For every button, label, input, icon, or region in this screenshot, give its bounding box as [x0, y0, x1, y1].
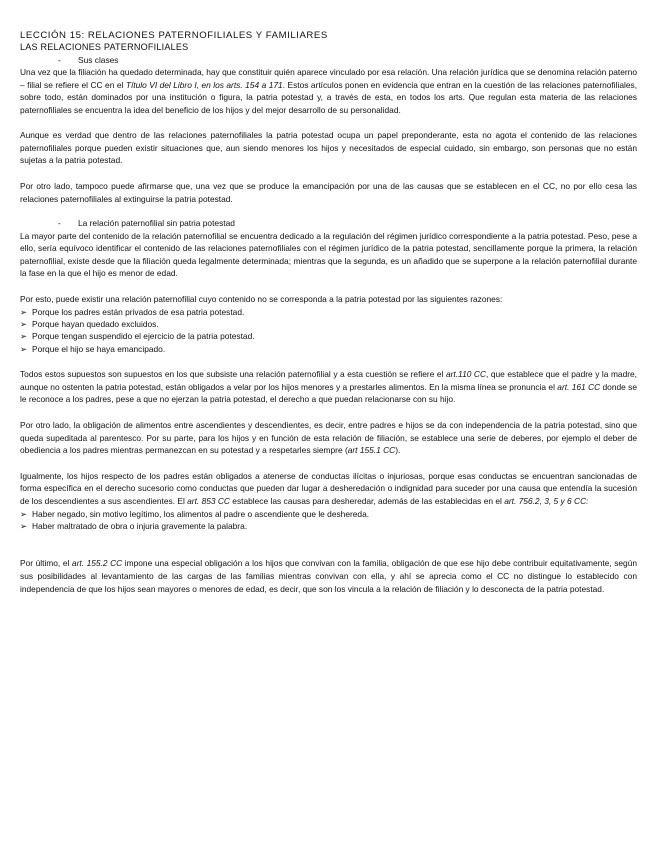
list-item — [20, 520, 637, 532]
text-run: Todos estos supuestos son supuestos en los que subsiste una relación paternofilial y a esta cuestión se refiere el — [20, 369, 446, 380]
paragraph-9 — [20, 557, 637, 595]
list-item — [20, 330, 637, 342]
arrow-bullet-icon: ➢ — [20, 319, 28, 330]
dash-marker: - — [58, 218, 61, 229]
text-run: Igualmente, los hijos respecto de los padres están obligados a atenerse de conductas ilícitas o injuriosas, porque esas conductas se encuentran sancionadas de forma específica en el derecho sucesorio como conductas que pueden dar lugar a desheredación o indignidad para suceder por una causa que entendía la sucesión de los descendientes a sus ascendientes. El — [20, 470, 637, 506]
arrow-bullet-icon: ➢ — [20, 331, 28, 342]
list-item — [20, 318, 637, 330]
list-item — [20, 343, 637, 355]
italic-reference: art 155.1 CC — [347, 445, 396, 456]
text-run: establece las causas para desheredar, además de las establecidas en el — [229, 496, 505, 506]
list-item-text: Porque el hijo se haya emancipado. — [32, 343, 166, 354]
list-item-text: Porque hayan quedado excluidos. — [32, 319, 159, 330]
text-run: . Estos artículos ponen en evidencia que entran en la cuestión de las relaciones paternofiliales, sobre todo, están dominados por una institución o figura, la patria potestad y, a través de esta, en todos los arts. Que regulan esta materia de las relaciones paternofiliales se encuentra la idea del beneficio de los hijos y del mejor desarrollo de su personalidad. — [20, 79, 638, 115]
italic-reference: art. 161 CC — [557, 381, 601, 392]
list-item-text: Haber maltratado de obra o injuria gravemente la palabra. — [32, 521, 248, 531]
list-item — [20, 508, 637, 520]
reasons-list — [20, 306, 637, 356]
subheading-label: Sus clases — [78, 54, 119, 65]
italic-reference: Título VI del Libro I, en los arts. 154 a 171 — [125, 79, 283, 90]
arrow-bullet-icon: ➢ — [20, 343, 28, 354]
text-run: donde se le reconoce a los padres, pese a que no ejerzan la patria potestad, el derecho a que puedan relacionarse con su hijo. — [20, 381, 638, 405]
arrow-bullet-icon: ➢ — [20, 306, 28, 317]
italic-reference: art. 155.2 CC — [71, 558, 123, 569]
italic-reference: art. 756.2, 3, 5 y 6 CC: — [504, 496, 589, 506]
arrow-bullet-icon: ➢ — [20, 508, 28, 519]
arrow-bullet-icon: ➢ — [20, 521, 28, 531]
italic-reference: art. 853 CC — [187, 496, 230, 506]
text-run: Por otro lado, la obligación de alimentos entre ascendientes y descendientes, es decir, entre padres e hijos se da con independencia de la patria potestad, sino que queda supeditada al parentesco. Por su parte, para los hijos y en función de esta relación de filiación, se establece una serie de deberes, por ejemplo el deber de obediencia a los padres mientras permanezcan en su potestad y a respetarles siempre ( — [20, 420, 637, 456]
lesson-title: LECCIÓN 15: RELACIONES PATERNOFILIALES Y FAMILIARES — [20, 30, 328, 41]
italic-reference: art.110 CC — [445, 369, 487, 380]
subheading-sus-clases — [20, 54, 637, 66]
section-heading: LAS RELACIONES PATERNOFILIALES — [20, 42, 189, 52]
list-item — [20, 306, 637, 318]
text-run: Una vez que la filiación ha quedado determinada, hay que constituir quién aparece vinculado por esa relación. Una relación jurídica que se denomina relación paterno – filial se refiere el CC en el — [20, 66, 637, 90]
paragraph-2: Aunque es verdad que dentro de las relaciones paternofiliales la patria potestad ocupa un papel preponderante, esta no agota el contenido de las relaciones paternofiliales porque pueden existir situaciones que, aun siendo menores los hijos y necesitados de especial cuidado, sin embargo, son personas que no están sujetas a la patria potestad. — [20, 130, 637, 166]
list-item-text: Porque tengan suspendido el ejercicio de la patria potestad. — [32, 331, 255, 342]
text-run: impone una especial obligación a los hijos que convivan con la familia, obligación de que ese hijo debe contribuir equitativamente, según sus posibilidades al levantamiento de las cargas de las familias mientras convivan con ella, y ahí se aprecia como el CC no distingue lo establecido con independencia de que los hijos sean mayores o menores de edad, es decir, que son los vincula a la relación de filiación y lo desconecta de la patria potestad. — [20, 558, 638, 594]
paragraph-8 — [20, 470, 637, 508]
causes-list — [20, 508, 637, 533]
paragraph-7 — [20, 419, 637, 457]
paragraph-3: Por otro lado, tampoco puede afirmarse que, una vez que se produce la emancipación por una de las causas que se establecen en el CC, no por ello cesa las relaciones paternofiliales al extinguirse la patria potestad. — [20, 181, 637, 204]
subheading-label: La relación paternofilial sin patria potestad — [78, 218, 235, 229]
list-item-text: Haber negado, sin motivo legítimo, los alimentos al padre o ascendiente que le deshereda. — [32, 508, 370, 519]
text-run: ). — [395, 445, 401, 456]
paragraph-4: La mayor parte del contenido de la relación paternofilial se encuentra dedicado a la regulación del régimen jurídico correspondiente a la patria potestad. Peso, pese a ello, sería equívoco identificar el contenido de las relaciones paternofiliales con el régimen jurídico de la patria potestad, sencillamente porque la primera, la relación paternofilial, existe desde que la filiación queda legalmente determinada; mientras que la segunda, es un añadido que se superpone a la relación paternofilial durante la fase en la que el hijo es menor de edad. — [20, 230, 637, 279]
paragraph-5: Por esto, puede existir una relación paternofilial cuyo contenido no se corresponda a la patria potestad por las siguientes razones: — [20, 294, 503, 305]
list-item-text: Porque los padres están privados de esa patria potestad. — [32, 306, 245, 317]
text-run: , que establece que el padre y la madre, aunque no ostenten la patria potestad, están obligados a velar por los hijos menores y a prestarles alimentos. En la misma línea se pronuncia el — [20, 369, 638, 392]
paragraph-1 — [20, 66, 637, 116]
document-page — [20, 30, 637, 595]
paragraph-6 — [20, 368, 637, 406]
subheading-sin-patria-potestad — [20, 217, 637, 229]
dash-marker: - — [58, 54, 61, 65]
text-run: Por último, el — [20, 558, 72, 569]
